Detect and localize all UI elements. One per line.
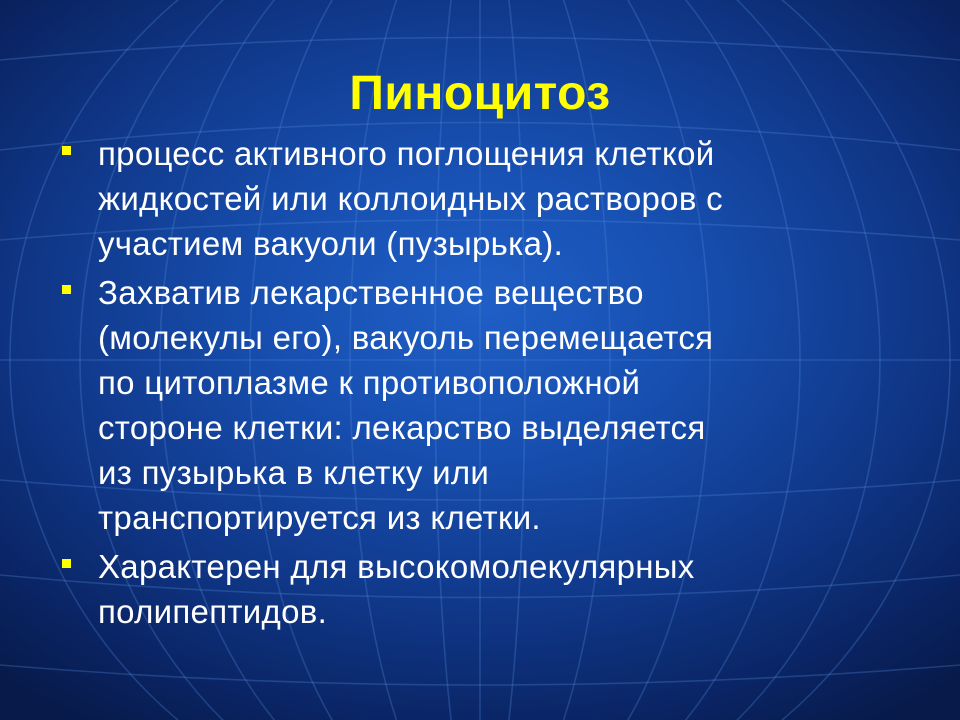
bullet-line: (молекулы его), вакуоль перемещается xyxy=(98,319,714,356)
bullet-item xyxy=(58,270,918,540)
slide-title: Пиноцитоз xyxy=(349,67,611,120)
bullet-line: по цитоплазме к противоположной xyxy=(98,364,641,401)
bullet-item xyxy=(58,544,918,634)
square-bullet-icon xyxy=(62,146,71,155)
bullet-line: жидкостей или коллоидных растворов с xyxy=(98,180,723,217)
bullet-line: участием вакуоли (пузырька). xyxy=(98,225,564,262)
bullet-line: Характерен для высокомолекулярных xyxy=(98,548,695,585)
bullet-line: из пузырька в клетку или xyxy=(98,454,490,491)
bullet-line: стороне клетки: лекарство выделяется xyxy=(98,409,706,446)
bullet-line: полипептидов. xyxy=(98,593,328,630)
square-bullet-icon xyxy=(62,559,71,568)
bullet-line: транспортируется из клетки. xyxy=(98,499,541,536)
square-bullet-icon xyxy=(62,285,71,294)
bullet-list xyxy=(58,131,918,638)
bullet-line: процесс активного поглощения клеткой xyxy=(98,135,715,172)
bullet-line: Захватив лекарственное вещество xyxy=(98,274,644,311)
bullet-item xyxy=(58,131,918,266)
